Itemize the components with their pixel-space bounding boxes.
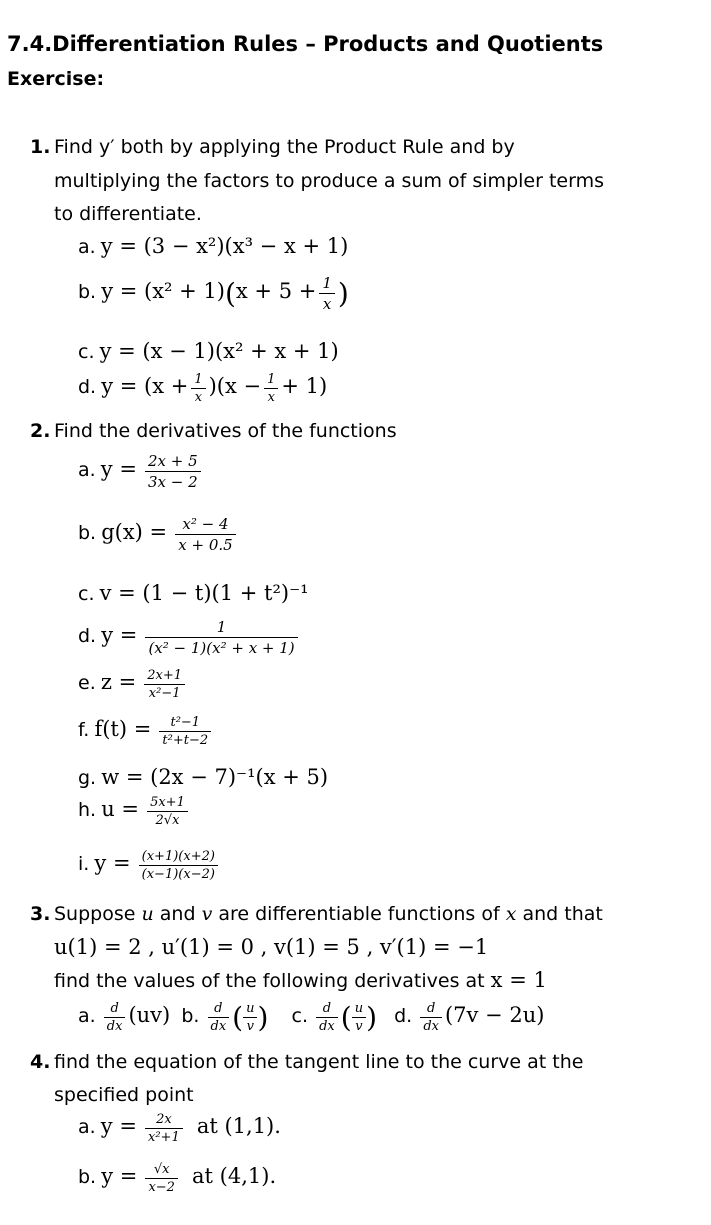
math-lhs: y =: [101, 1164, 138, 1188]
fraction-denominator: dx: [208, 1017, 230, 1034]
fraction-denominator: x: [319, 293, 335, 313]
math-lhs: y =: [94, 851, 131, 875]
item-label: f.: [78, 719, 90, 741]
math-expression: y = (x² + 1): [101, 279, 225, 303]
text-fragment: find the values of the following derivatives at: [54, 970, 485, 992]
fraction-numerator: x² − 4: [182, 515, 229, 533]
math-var: x: [505, 903, 517, 925]
math-expression: (7v − 2u): [444, 1003, 545, 1027]
page-title: 7.4.Differentiation Rules – Products and Quotients: [7, 32, 604, 56]
given-values: u(1) = 2 , u′(1) = 0 , v(1) = 5 , v′(1) = −1: [54, 935, 489, 959]
item-label: b.: [78, 281, 97, 303]
question-text: Find y′ both by applying the Product Rule and by: [54, 136, 515, 158]
fraction-denominator: x²+1: [145, 1128, 183, 1145]
fraction-numerator: u: [354, 1001, 364, 1016]
question-number: 3.: [30, 903, 51, 925]
exercise-item: [78, 234, 348, 258]
fraction-denominator: t²+t−2: [159, 731, 211, 748]
exercise-item: [78, 795, 191, 828]
point-text: at (1,1).: [196, 1114, 281, 1138]
exercise-item: [78, 618, 301, 657]
paren-open: (: [224, 277, 236, 310]
math-expression: w = (2x − 7)⁻¹(x + 5): [101, 765, 329, 789]
fraction-denominator: dx: [104, 1017, 126, 1034]
fraction-denominator: v: [352, 1017, 366, 1034]
item-label: c.: [291, 1005, 309, 1027]
exercise-item: [78, 274, 349, 313]
item-label: g.: [78, 767, 97, 789]
text-fragment: are differentiable functions of: [218, 903, 500, 925]
fraction-numerator: 1: [267, 372, 276, 387]
fraction-numerator: 1: [216, 618, 227, 636]
item-label: a.: [78, 459, 96, 481]
item-label: i.: [78, 853, 90, 875]
item-label: a.: [78, 1005, 96, 1027]
text-fragment: Suppose: [54, 903, 136, 925]
exercise-item: [78, 339, 339, 363]
item-label: a.: [78, 236, 96, 258]
item-label: b.: [78, 522, 97, 544]
math-expression: + 1): [281, 374, 328, 398]
fraction-numerator: d: [214, 1001, 223, 1016]
item-label: c.: [78, 583, 95, 605]
paren-open: (: [232, 1001, 244, 1034]
question-text: [54, 903, 603, 925]
fraction-denominator: x: [264, 388, 278, 405]
paren-close: ): [366, 1001, 378, 1034]
fraction-numerator: 2x + 5: [148, 452, 198, 470]
text-fragment: and that: [522, 903, 603, 925]
fraction-numerator: t²−1: [170, 715, 201, 730]
fraction-numerator: 1: [322, 274, 332, 292]
math-lhs: f(t) =: [94, 717, 152, 741]
fraction-numerator: 2x: [156, 1112, 172, 1127]
math-lhs: y =: [101, 623, 138, 647]
exercise-item: [78, 765, 328, 789]
item-label: b.: [181, 1005, 200, 1027]
math-expression: y = (3 − x²)(x³ − x + 1): [100, 234, 349, 258]
exercise-item: [78, 715, 214, 748]
math-expression: )(x −: [208, 374, 262, 398]
fraction-denominator: x²−1: [144, 684, 185, 701]
fraction-numerator: d: [110, 1001, 119, 1016]
item-label: c.: [78, 341, 95, 363]
fraction-numerator: 5x+1: [150, 795, 185, 810]
fraction-numerator: 1: [194, 372, 203, 387]
question-number: 1.: [30, 136, 51, 158]
fraction-numerator: u: [246, 1001, 255, 1016]
paren-close: ): [337, 277, 349, 310]
math-expression: y = (x +: [101, 374, 189, 398]
fraction-denominator: 3x − 2: [145, 471, 201, 491]
math-lhs: g(x) =: [101, 520, 168, 544]
fraction-denominator: dx: [420, 1017, 442, 1034]
item-label: d.: [78, 376, 97, 398]
math-var: v: [201, 903, 213, 925]
fraction-denominator: (x² − 1)(x² + x + 1): [145, 637, 297, 657]
exercise-row: [78, 1001, 544, 1034]
question-text: find the equation of the tangent line to the curve at the: [54, 1051, 584, 1073]
exercise-item: [78, 372, 327, 405]
fraction-denominator: x + 0.5: [175, 534, 235, 554]
math-expression: x + 5 +: [235, 279, 317, 303]
fraction-denominator: x−2: [145, 1178, 178, 1195]
exercise-item: [78, 1162, 276, 1195]
item-label: b.: [78, 1166, 97, 1188]
fraction-numerator: d: [322, 1001, 332, 1016]
fraction-numerator: √x: [153, 1162, 170, 1177]
point-text: at (4,1).: [192, 1164, 277, 1188]
question-number: 4.: [30, 1051, 51, 1073]
question-text: Find the derivatives of the functions: [54, 420, 397, 442]
fraction-denominator: 2√x: [147, 811, 188, 828]
exercise-item: [78, 515, 239, 554]
exercise-item: [78, 452, 204, 491]
question-number: 2.: [30, 420, 51, 442]
math-expression: x = 1: [490, 968, 547, 992]
math-expression: (uv): [128, 1003, 171, 1027]
math-expression: v = (1 − t)(1 + t²)⁻¹: [99, 581, 309, 605]
fraction-numerator: (x+1)(x+2): [141, 849, 215, 864]
exercise-item: [78, 849, 221, 882]
math-lhs: y =: [100, 457, 137, 481]
fraction-denominator: v: [243, 1017, 257, 1034]
math-lhs: y =: [100, 1114, 137, 1138]
question-text: to differentiate.: [54, 203, 202, 225]
item-label: a.: [78, 1116, 96, 1138]
math-expression: y = (x − 1)(x² + x + 1): [99, 339, 339, 363]
fraction-numerator: 2x+1: [147, 668, 183, 683]
math-lhs: u =: [101, 797, 139, 821]
exercise-item: [78, 668, 188, 701]
item-label: h.: [78, 799, 97, 821]
text-fragment: and: [159, 903, 196, 925]
paren-close: ): [257, 1001, 269, 1034]
fraction-numerator: d: [426, 1001, 436, 1016]
math-var: u: [141, 903, 154, 925]
exercise-item: [78, 581, 309, 605]
fraction-denominator: x: [191, 388, 205, 405]
item-label: d.: [394, 1005, 413, 1027]
fraction-denominator: (x−1)(x−2): [139, 865, 218, 882]
math-lhs: z =: [100, 670, 137, 694]
fraction-denominator: dx: [316, 1017, 338, 1034]
item-label: e.: [78, 672, 96, 694]
exercise-heading: Exercise:: [7, 68, 105, 90]
paren-open: (: [340, 1001, 352, 1034]
question-text: multiplying the factors to produce a sum of simpler terms: [54, 170, 604, 192]
question-text: specified point: [54, 1084, 194, 1106]
item-label: d.: [78, 625, 97, 647]
exercise-item: [78, 1112, 281, 1145]
question-text: [54, 968, 547, 992]
